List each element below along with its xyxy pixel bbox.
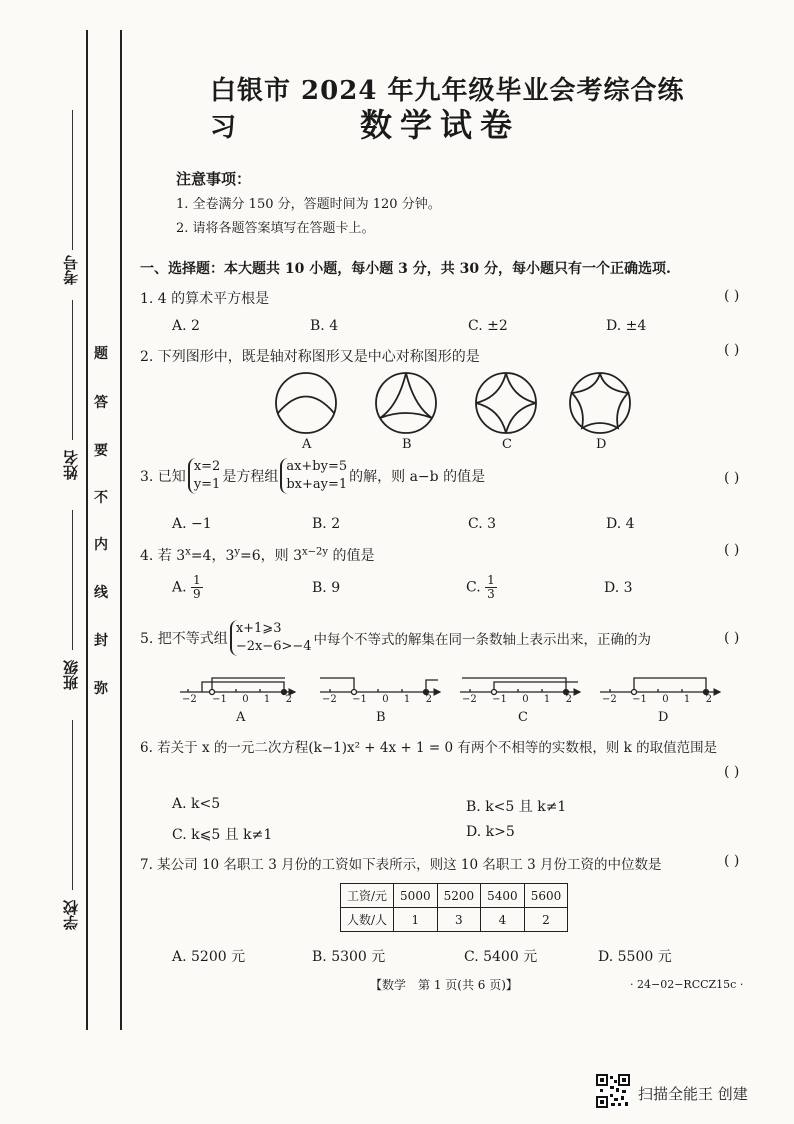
answer-paren: ( ) (724, 853, 740, 869)
seal-char: 线 (94, 585, 108, 601)
q4-option-d: D. 3 (604, 580, 633, 596)
number-line-ticks (182, 694, 292, 705)
q4-sup: y (234, 546, 241, 558)
table-cell: 4 (481, 908, 525, 932)
table-cell: 5000 (394, 884, 438, 908)
q3-option-c: C. 3 (468, 516, 497, 532)
tick: 0 (242, 694, 249, 705)
q3-sys2-eq: bx+ay=1 (286, 477, 348, 492)
q3-option-b: B. 2 (312, 516, 341, 532)
q3-option-a: A. −1 (172, 516, 212, 532)
seal-char: 要 (94, 443, 108, 459)
question-7-stem: 7. 某公司 10 名职工 3 月份的工资如下表所示，则这 10 名职工 3 月份工资的中位数是 (140, 857, 662, 873)
number-line-label: C (518, 710, 528, 725)
class-line (72, 510, 73, 650)
q4-sup: x (185, 546, 191, 558)
number-line-b (320, 678, 440, 695)
tick: 1 (683, 694, 691, 705)
number-line-label: B (376, 710, 386, 725)
table-cell: 工资/元 (341, 884, 394, 908)
number-line-d (600, 678, 720, 695)
q4-option-c (466, 574, 497, 601)
denominator: 3 (487, 587, 495, 601)
table-cell: 2 (524, 908, 568, 932)
class-label: 班级 (62, 660, 80, 690)
tick: −2 (322, 694, 337, 705)
q1-option-b: B. 4 (310, 318, 339, 334)
question-3-stem (140, 458, 485, 494)
binding-line-inner (120, 30, 122, 1030)
q3-post: 的解，则 a−b 的值是 (349, 469, 486, 485)
exam-no-line (72, 110, 73, 250)
tick: 2 (705, 694, 712, 705)
q3-sys1-eq: y=1 (193, 477, 221, 492)
q7-option-a: A. 5200 元 (172, 949, 246, 965)
binding-line-outer (86, 30, 88, 1030)
seal-char: 答 (94, 395, 108, 411)
q4-opt-a-label: A. (172, 579, 187, 596)
section-heading: 一、选择题：本大题共 10 小题，每小题 3 分，共 30 分，每小题只有一个正确选项. (140, 261, 671, 277)
answer-paren: ( ) (724, 630, 740, 646)
question-6-stem: 6. 若关于 x 的一元二次方程(k−1)x² + 4x + 1 = 0 有两个不相等的实数根，则 k 的取值范围是 (140, 740, 718, 756)
q3-mid: 是方程组 (222, 469, 279, 485)
figure-label: A (302, 437, 312, 452)
tick: −2 (462, 694, 477, 705)
q3-sys1-eq: x=2 (193, 459, 221, 474)
tick: −1 (492, 694, 507, 705)
q5-system (230, 620, 312, 656)
name-line (72, 300, 73, 440)
q7-option-d: D. 5500 元 (598, 949, 672, 965)
tick: 0 (662, 694, 669, 705)
number-line-label: D (658, 710, 669, 725)
q1-option-c: C. ±2 (468, 318, 508, 334)
tick: −2 (602, 694, 617, 705)
fraction (485, 574, 497, 601)
tick: 1 (263, 694, 271, 705)
table-cell: 5600 (524, 884, 568, 908)
notice-item: 1. 全卷满分 150 分，答题时间为 120 分钟。 (176, 197, 441, 212)
q4-sup: x−2y (302, 546, 329, 558)
q5-sys-eq: −2x−6>−4 (235, 639, 312, 654)
figure-label: D (596, 437, 607, 452)
q5-sys-eq: x+1⩾3 (235, 621, 282, 636)
paper-code: · 24−02−RCCZ15c · (630, 978, 744, 991)
answer-paren: ( ) (724, 764, 740, 780)
scanner-watermark: 扫描全能王 创建 (638, 1085, 748, 1103)
q6-option-a: A. k<5 (172, 796, 221, 812)
q3-system-1 (188, 458, 221, 494)
q5-number-lines (170, 672, 730, 712)
figure-b (376, 373, 436, 433)
number-line-a (180, 678, 295, 695)
question-4-stem (140, 545, 375, 565)
tick: 0 (382, 694, 389, 705)
seal-char: 封 (94, 633, 108, 649)
q3-option-d: D. 4 (606, 516, 635, 532)
tick: −1 (352, 694, 367, 705)
denominator: 9 (193, 587, 201, 601)
number-line-label: A (236, 710, 246, 725)
figure-c (476, 373, 536, 433)
q6-option-b: B. k<5 且 k≠1 (466, 799, 567, 815)
tick: 1 (543, 694, 551, 705)
page-number: 【数学 第 1 页(共 6 页)】 (370, 978, 518, 992)
seal-char: 弥 (94, 681, 108, 697)
name-label: 姓名 (62, 450, 80, 480)
q7-option-b: B. 5300 元 (312, 949, 386, 965)
q1-option-d: D. ±4 (606, 318, 647, 334)
q4-option-b: B. 9 (312, 580, 341, 596)
q4-text: 4. 若 3 (140, 548, 186, 564)
q4-text: =6，则 3 (240, 548, 303, 564)
tick: 2 (285, 694, 292, 705)
notice-heading: 注意事项： (176, 170, 252, 188)
answer-paren: ( ) (724, 288, 740, 304)
exam-title: 白银市 2024 年九年级毕业会考综合练习 (210, 76, 685, 143)
q2-figures (270, 368, 640, 438)
answer-paren: ( ) (724, 470, 740, 486)
tick: 2 (565, 694, 572, 705)
exam-no-label: 考号 (62, 255, 80, 285)
fraction (191, 574, 203, 601)
table-cell: 3 (437, 908, 481, 932)
tick: 1 (403, 694, 411, 705)
figure-label: C (502, 437, 512, 452)
exam-subtitle: 数学试卷 (360, 106, 521, 144)
numerator: 1 (487, 573, 495, 587)
q3-sys2-eq: ax+by=5 (286, 459, 348, 474)
numerator: 1 (193, 573, 201, 587)
school-label: 学校 (62, 900, 80, 930)
q4-opt-c-label: C. (466, 579, 481, 596)
tick: 2 (425, 694, 432, 705)
table-cell: 5400 (481, 884, 525, 908)
seal-char: 内 (94, 537, 108, 553)
table-row (341, 884, 568, 908)
figure-d (570, 373, 630, 433)
q7-option-c: C. 5400 元 (464, 949, 538, 965)
table-cell: 5200 (437, 884, 481, 908)
tick: −1 (632, 694, 647, 705)
number-line-ticks (462, 694, 572, 705)
q1-option-a: A. 2 (172, 318, 200, 334)
tick: −2 (182, 694, 197, 705)
figure-a (276, 373, 336, 433)
number-line-c (460, 678, 580, 695)
tick: −1 (212, 694, 227, 705)
q4-text: =4，3 (190, 548, 235, 564)
question-2-stem: 2. 下列图形中，既是轴对称图形又是中心对称图形的是 (140, 349, 480, 365)
table-cell: 1 (394, 908, 438, 932)
question-5-stem (140, 620, 651, 656)
q5-post: 中每个不等式的解集在同一条数轴上表示出来，正确的为 (313, 632, 652, 648)
table-cell: 人数/人 (341, 908, 394, 932)
q5-pre: 5. 把不等式组 (140, 631, 228, 647)
wage-table (340, 883, 568, 932)
school-line (72, 720, 73, 890)
table-row (341, 908, 568, 932)
seal-char: 不 (94, 490, 108, 506)
answer-paren: ( ) (724, 342, 740, 358)
notice-item: 2. 请将各题答案填写在答题卡上。 (176, 221, 375, 236)
q4-text: 的值是 (328, 548, 375, 564)
figure-label: B (402, 437, 412, 452)
q6-option-c: C. k⩽5 且 k≠1 (172, 827, 273, 843)
qr-code-icon (596, 1074, 630, 1108)
question-1-stem: 1. 4 的算术平方根是 (140, 291, 270, 307)
tick: 0 (522, 694, 529, 705)
q6-option-d: D. k>5 (466, 824, 515, 840)
seal-char: 题 (94, 346, 108, 362)
answer-paren: ( ) (724, 542, 740, 558)
number-line-ticks (322, 694, 432, 705)
q4-option-a (172, 574, 203, 601)
number-line-ticks (602, 694, 712, 705)
q3-system-2 (280, 458, 347, 494)
q3-pre: 3. 已知 (140, 469, 186, 485)
